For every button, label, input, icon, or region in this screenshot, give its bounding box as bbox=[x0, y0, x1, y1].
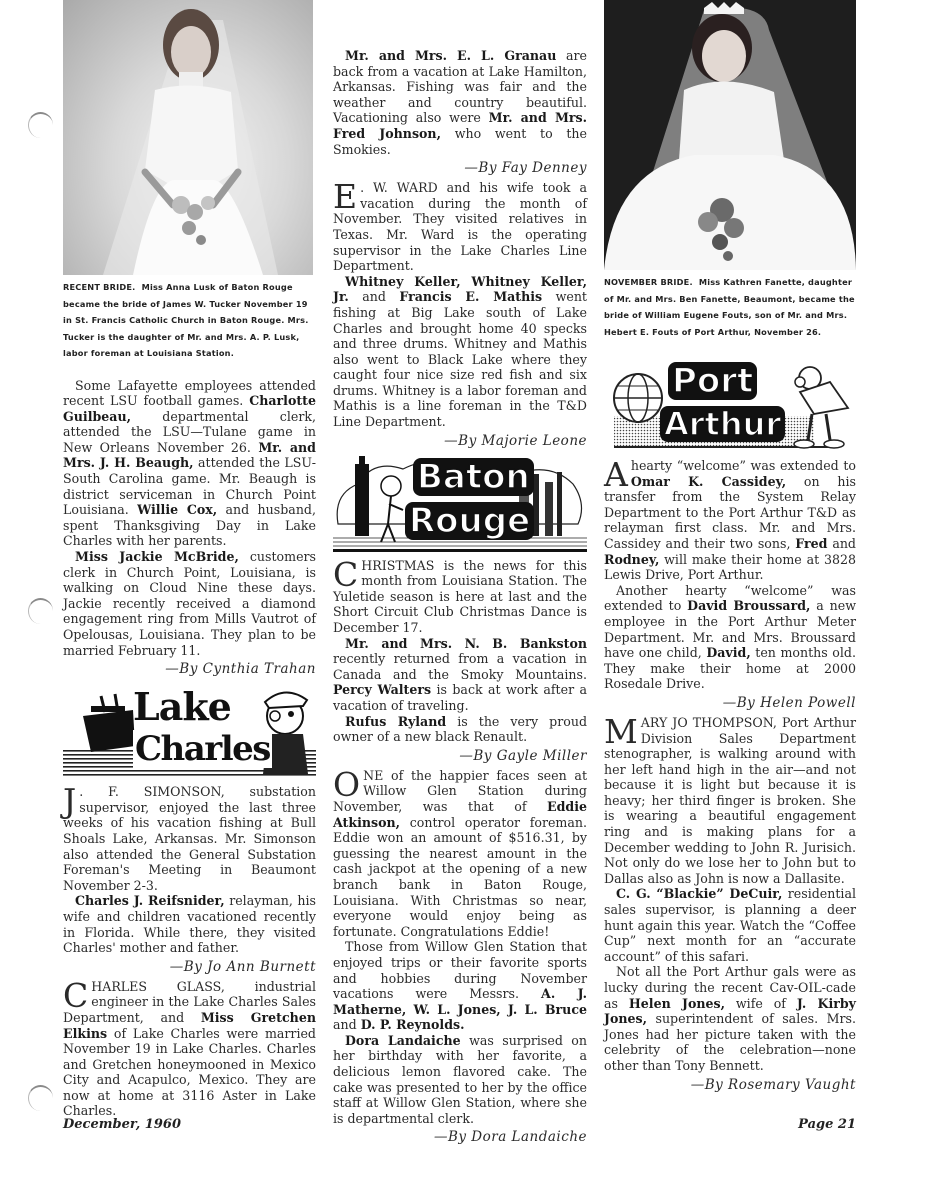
text: control operator foreman. Eddie won an amount of $516.31, by guessing the nearest amount in the cash jackpot at the opening of a new branch bank in Baton Rouge, Louisiana. With Christmas so near, everyone would enjoy being as fortunate. Congratulations Eddie! bbox=[333, 814, 587, 939]
logo-text-baton: Baton bbox=[413, 458, 534, 496]
article-paragraph bbox=[63, 893, 316, 955]
person-name: Rodney, bbox=[604, 551, 660, 567]
recent-bride-photo bbox=[63, 0, 313, 275]
text: who went to the Smokies. bbox=[333, 125, 587, 157]
bride-figure-illustration bbox=[604, 0, 856, 270]
text: departmental clerk, attended the LSU—Tulane game in New Orleans November 26. bbox=[63, 408, 316, 455]
article-paragraph bbox=[604, 711, 856, 887]
text: and bbox=[333, 1017, 361, 1033]
baton-rouge-section-logo bbox=[333, 454, 587, 552]
lake-charles-section-logo bbox=[63, 686, 316, 778]
drop-cap: E bbox=[333, 177, 358, 217]
article-paragraph bbox=[333, 1033, 587, 1127]
caption-title: RECENT BRIDE. bbox=[63, 282, 136, 292]
drop-cap: C bbox=[63, 975, 89, 1015]
person-name: Miss Jackie McBride, bbox=[75, 549, 239, 565]
text: ARY JO THOMPSON, Port Arthur Division Sales Department stenographer, is walking around with her left hand high in the air—and not because it is light but because it is heavy; her third finger is broken. She is wearing a beautiful engagement ring and is making plans for a December wedding to John R. Jurisich. Not only do we lose her to John but to Dallas also as John is now a Dallasite. bbox=[604, 714, 856, 886]
person-name: Rufus Ryland bbox=[345, 713, 447, 729]
text: is the very proud owner of a new black Renault. bbox=[333, 713, 588, 745]
person-name: Mr. and Mrs. E. L. Granau bbox=[345, 48, 557, 63]
person-name: D. P. Reynolds. bbox=[360, 1017, 465, 1033]
person-name: David, bbox=[706, 645, 751, 661]
byline: —By Rosemary Vaught bbox=[690, 1076, 856, 1093]
photo-caption-right bbox=[604, 274, 856, 340]
hole-punch-mark bbox=[28, 598, 53, 624]
text: superintendent of sales. Mrs. Jones had her picture taken with the celebrity of the celebration—none other than Tony Bennett. bbox=[604, 1011, 856, 1073]
text: and bbox=[348, 289, 400, 305]
drop-cap: C bbox=[333, 554, 359, 594]
issue-date: December, 1960 bbox=[63, 1117, 181, 1132]
logo-text-rouge: Rouge bbox=[405, 502, 534, 540]
hole-punch-mark bbox=[28, 112, 53, 138]
article-paragraph bbox=[333, 636, 587, 714]
person-name: Mr. and Mrs. N. B. Bankston bbox=[345, 635, 587, 651]
text: wife of bbox=[725, 995, 797, 1011]
text: recently returned from a vacation in Canada and the Smoky Mountains. bbox=[333, 651, 587, 682]
article-paragraph bbox=[63, 975, 316, 1119]
text: was surprised on her birthday with her favorite, a delicious lemon flavored cake. The cake was presented to her by the office staff at Willow Glen Station, where she is departmental clerk. bbox=[333, 1032, 588, 1126]
text: Some Lafayette employees attended recent LSU football games. bbox=[63, 377, 316, 409]
text: a new employee in the Port Arthur Meter Department. Mr. and Mrs. Broussard have one child, bbox=[604, 598, 857, 661]
article-paragraph bbox=[333, 714, 587, 745]
person-name: Mr. and Mrs. J. H. Beaugh, bbox=[63, 439, 316, 471]
text: Not all the Port Arthur gals were as lucky during the recent Cav-OIL-cade as bbox=[604, 964, 856, 1011]
person-name: Miss Gretchen Elkins bbox=[63, 1009, 316, 1041]
person-name: Charles J. Reifsnider, bbox=[75, 893, 225, 909]
text: HRISTMAS is the news for this month from Louisiana Station. The Yuletide season is here at last and the Short Circuit Club Christmas Dance is December 17. bbox=[333, 557, 587, 636]
person-name: Omar K. Cassidey, bbox=[630, 473, 787, 489]
person-name: Francis E. Mathis bbox=[399, 289, 543, 305]
drop-cap: O bbox=[333, 764, 361, 804]
text: is back at work after a vacation of traveling. bbox=[333, 682, 587, 713]
hole-punch-mark bbox=[28, 1085, 53, 1111]
photo-caption-left bbox=[63, 279, 316, 362]
article-paragraph bbox=[63, 549, 316, 658]
byline: —By Jo Ann Burnett bbox=[169, 958, 316, 975]
text: . F. SIMONSON, substation supervisor, enjoyed the last three weeks of his vacation fishing at Bull Shoals Lake, Arkansas. Mr. Simonson also attended the General Substation Foreman's Meeting in Beaumont November 2-3. bbox=[63, 784, 316, 893]
person-name: Charlotte Guilbeau, bbox=[63, 393, 316, 424]
article-paragraph bbox=[333, 554, 587, 636]
person-name: C. G. “Blackie” DeCuir, bbox=[616, 886, 783, 902]
bride-figure-illustration bbox=[63, 0, 313, 275]
article-paragraph bbox=[604, 886, 856, 964]
person-name: Eddie Atkinson, bbox=[333, 798, 587, 830]
article-paragraph bbox=[604, 455, 856, 583]
port-arthur-section-logo bbox=[604, 360, 856, 452]
person-name: David Broussard, bbox=[687, 598, 811, 614]
person-name: J. Kirby Jones, bbox=[604, 995, 856, 1027]
column-left bbox=[63, 0, 316, 1119]
column-middle bbox=[333, 48, 587, 1149]
person-name: A. J. Matherne, W. L. Jones, J. L. Bruce bbox=[333, 986, 587, 1017]
text: and husband, spent Thanksgiving Day in Lake Charles with her parents. bbox=[63, 502, 316, 549]
drop-cap: A bbox=[604, 455, 628, 494]
text: of Lake Charles were married November 19 in Lake Charles. Charles and Gretchen honeymooned in Mexico City and Acapulco, Mexico. They are now at home at 3116 Aster in Lake Charles. bbox=[63, 1025, 316, 1119]
text: relayman, his wife and children vacationed recently in Florida. While there, they visited Charles' mother and father. bbox=[63, 893, 316, 956]
person-name: Willie Cox, bbox=[137, 502, 218, 518]
text: . W. WARD and his wife took a vacation during the month of November. They visited relatives in Texas. Mr. Ward is the operating supervisor in the Lake Charles Line Department. bbox=[333, 180, 587, 274]
text: Another hearty “welcome” was extended to bbox=[604, 582, 856, 614]
article-paragraph bbox=[333, 274, 587, 430]
person-name: Whitney Keller, Whitney Keller, Jr. bbox=[333, 273, 587, 305]
logo-text-arthur: Arthur bbox=[660, 406, 785, 442]
byline: —By Fay Denney bbox=[464, 160, 587, 177]
drop-cap: M bbox=[604, 711, 638, 751]
text: customers clerk in Church Point, Louisiana, is walking on Cloud Nine these days. Jackie recently received a diamond engagement ring from Mills Vautrot of Opelousas, Louisiana. They plan to be married February 11. bbox=[63, 549, 317, 658]
column-right bbox=[604, 0, 856, 1097]
text: and bbox=[827, 535, 856, 551]
text: are back from a vacation at Lake Hamilton, Arkansas. Fishing was fair and the weather and country beautiful. Vacationing also were bbox=[333, 48, 587, 126]
byline: —By Gayle Miller bbox=[459, 747, 587, 764]
logo-text-port: Port bbox=[668, 362, 757, 400]
text: went fishing at Big Lake south of Lake Charles and brought home 40 specks and three drums. Whitney and Mathis also went to Black Lake where they caught four nice size red fish and six drums. Whitney is a labor foreman and Mathis is a line foreman in the T&D Line Department. bbox=[333, 289, 587, 430]
article-paragraph bbox=[333, 177, 587, 274]
caption-title: NOVEMBER BRIDE. bbox=[604, 277, 693, 287]
text: on his transfer from the System Relay Department to the Port Arthur T&D as relayman first class. Mr. and Mrs. Cassidey and their two sons, bbox=[604, 473, 856, 551]
logo-text-charles: Charles bbox=[135, 729, 270, 770]
caption-text: Miss Anna Lusk of Baton Rouge became the bride of James W. Tucker November 19 in St. Francis Catholic Church in Baton Rouge. Mrs. Tucker is the daughter of Mr. and Mrs. A. P. Lusk, labor foreman at Louisiana Station. bbox=[63, 282, 309, 358]
article-paragraph bbox=[333, 764, 587, 940]
page-number: Page 21 bbox=[798, 1117, 856, 1132]
text: residential sales supervisor, is planning a deer hunt again this year. Watch the “Coffee Cup” next month for an “accurate account” of this safari. bbox=[604, 886, 856, 964]
article-paragraph bbox=[333, 48, 587, 157]
byline: —By Cynthia Trahan bbox=[165, 661, 316, 678]
person-name: Dora Landaiche bbox=[345, 1032, 461, 1048]
text: hearty “welcome” was extended to bbox=[630, 458, 856, 473]
caption-text: Miss Kathren Fanette, daughter of Mr. and Mrs. Ben Fanette, Beaumont, became the bride of William Eugene Fouts, son of Mr. and Mrs. Hebert E. Fouts of Port Arthur, November 26. bbox=[604, 277, 855, 337]
byline: —By Dora Landaiche bbox=[433, 1129, 587, 1146]
article-paragraph bbox=[604, 964, 856, 1073]
text: ten months old. They make their home at 2000 Rosedale Drive. bbox=[604, 645, 856, 692]
text: attended the LSU-South Carolina game. Mr. Beaugh is district serviceman in Church Point Louisiana. bbox=[63, 455, 316, 518]
article-paragraph bbox=[63, 781, 316, 893]
person-name: Helen Jones, bbox=[628, 995, 726, 1011]
text: Those from Willow Glen Station that enjoyed trips or their favorite sports and hobbies during November vacations were Messrs. bbox=[333, 939, 587, 1002]
article-paragraph bbox=[604, 583, 856, 692]
text: NE of the happier faces seen at Willow Glen Station during November, was that of bbox=[333, 767, 587, 814]
article-paragraph bbox=[333, 939, 587, 1033]
person-name: Mr. and Mrs. Fred Johnson, bbox=[333, 110, 587, 141]
logo-text-lake: Lake bbox=[133, 684, 231, 730]
person-name: Percy Walters bbox=[333, 682, 432, 698]
byline: —By Helen Powell bbox=[722, 694, 856, 711]
byline: —By Majorie Leone bbox=[444, 432, 587, 449]
article-paragraph bbox=[63, 378, 316, 550]
text: HARLES GLASS, industrial engineer in the Lake Charles Sales Department, and bbox=[63, 978, 316, 1025]
november-bride-photo bbox=[604, 0, 856, 270]
person-name: Fred bbox=[795, 535, 828, 551]
text: will make their home at 3828 Lewis Drive, Port Arthur. bbox=[604, 551, 856, 583]
drop-cap: J bbox=[63, 781, 77, 821]
